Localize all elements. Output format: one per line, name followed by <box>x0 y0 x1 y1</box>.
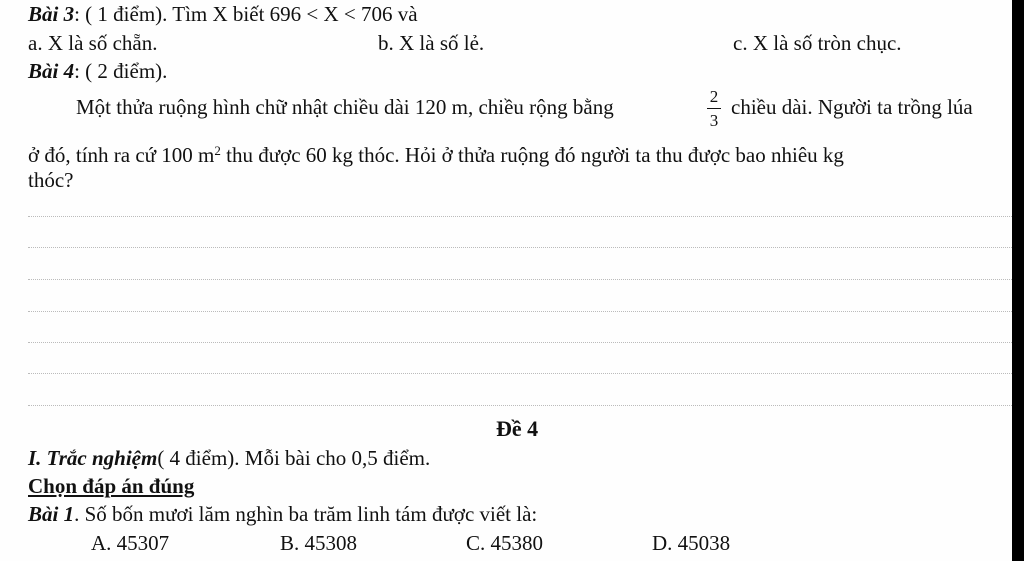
answer-option-d: D. 45038 <box>652 531 731 555</box>
bai3-option-b: b. X là số lẻ. <box>378 31 485 55</box>
dotted-answer-line <box>28 247 1012 248</box>
answer-option-b: B. 45308 <box>280 531 358 555</box>
bai3-option-c: c. X là số tròn chục. <box>733 31 902 55</box>
bai4-points: : ( 2 điểm). <box>74 59 168 83</box>
bai3-option-a: a. X là số chẵn. <box>28 31 158 55</box>
screen-edge-bar <box>1012 0 1024 561</box>
de4-heading: Đề 4 <box>496 416 539 441</box>
bai3-title: Bài 3 <box>28 2 75 26</box>
fraction-bar <box>707 108 721 109</box>
bai4-line2-before: ở đó, tính ra cứ 100 m <box>28 143 215 167</box>
bai4-line3: thóc? <box>28 168 74 192</box>
bai4-heading-line <box>28 59 167 83</box>
bai3-intro: : ( 1 điểm). Tìm X biết 696 < X < 706 và <box>74 2 418 26</box>
de4-section-title: I. Trắc nghiệm <box>28 446 158 470</box>
answer-option-c: C. 45380 <box>466 531 544 555</box>
bai4-line2-sup: 2 <box>214 143 221 158</box>
dotted-answer-line <box>28 279 1012 280</box>
de4-bai1-line <box>28 502 537 526</box>
dotted-answer-line <box>28 216 1012 217</box>
dotted-answer-line <box>28 373 1012 374</box>
bai4-line2 <box>28 143 844 167</box>
bai4-line1-before: Một thửa ruộng hình chữ nhật chiều dài 120 m, chiều rộng bằng <box>76 95 614 119</box>
fraction-denominator: 3 <box>709 111 719 130</box>
bai4-title: Bài 4 <box>28 59 75 83</box>
de4-instruction: Chọn đáp án đúng <box>28 474 195 498</box>
bai3-heading-line <box>28 2 418 26</box>
answer-option-a: A. 45307 <box>91 531 170 555</box>
fraction-two-thirds <box>707 87 721 131</box>
fraction-numerator: 2 <box>709 87 719 106</box>
de4-bai1-text: . Số bốn mươi lăm nghìn ba trăm linh tám được viết là: <box>74 502 538 526</box>
de4-bai1-title: Bài 1 <box>28 502 75 526</box>
bai4-line2-after: thu được 60 kg thóc. Hỏi ở thửa ruộng đó người ta thu được bao nhiêu kg <box>220 143 844 167</box>
dotted-answer-line <box>28 405 1012 406</box>
de4-section-line <box>28 446 430 470</box>
de4-section-rest: ( 4 điểm). Mỗi bài cho 0,5 điểm. <box>157 446 431 470</box>
dotted-answer-line <box>28 311 1012 312</box>
bai4-line1-after: chiều dài. Người ta trồng lúa <box>731 95 973 119</box>
dotted-answer-line <box>28 342 1012 343</box>
